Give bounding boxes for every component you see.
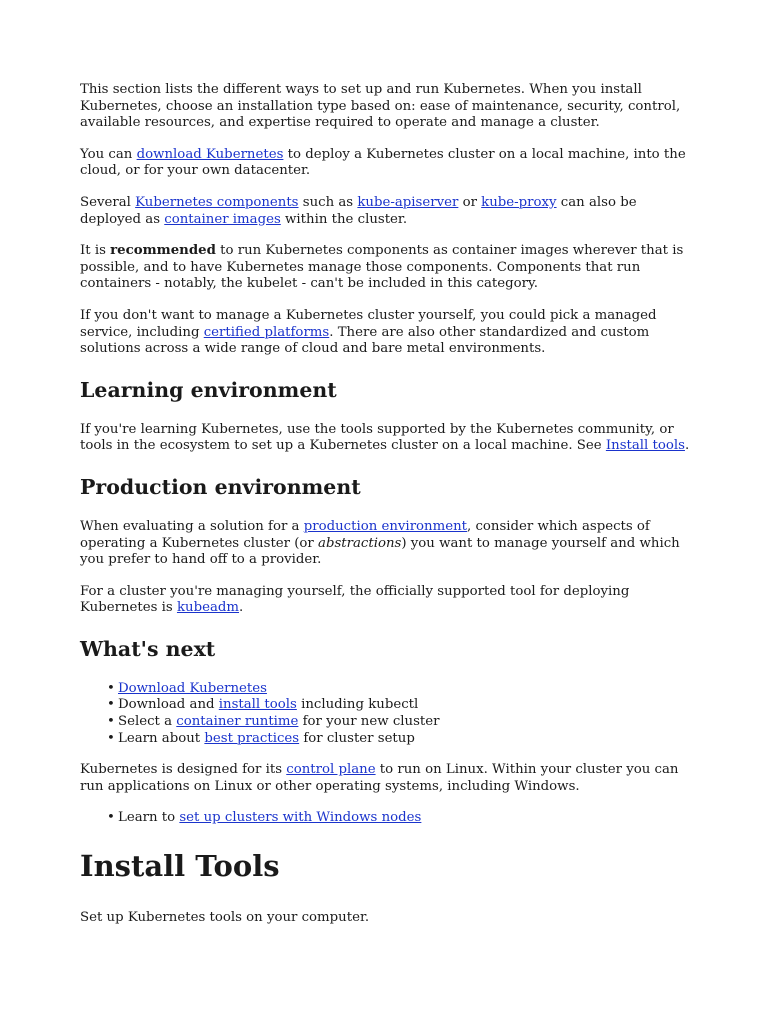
windows-list — [80, 810, 690, 827]
whats-next-list — [80, 681, 690, 747]
container-images-link[interactable]: container images — [164, 211, 281, 227]
text-span: Kubernetes is designed for its — [80, 762, 287, 778]
text-span: such as — [298, 194, 358, 210]
control-plane-link[interactable]: control plane — [286, 762, 376, 778]
text-span: can also be deployed as — [80, 194, 637, 227]
learning-paragraph — [80, 422, 690, 455]
text-span: It is — [80, 243, 111, 259]
kube-apiserver-link[interactable]: kube-apiserver — [357, 194, 459, 210]
bullet-icon: • — [107, 730, 115, 746]
bullet-icon: • — [107, 810, 115, 826]
bullet-icon: • — [107, 697, 115, 713]
download-kubernetes-link[interactable]: download Kubernetes — [136, 146, 284, 162]
list-item — [107, 810, 690, 827]
text-span: Select a — [118, 714, 177, 730]
text-span: including kubectl — [296, 697, 419, 713]
text-span: Download and — [118, 697, 219, 713]
bullet-icon: • — [107, 714, 115, 730]
production-paragraph-2 — [80, 584, 690, 617]
list-item — [107, 731, 690, 748]
production-environment-link[interactable]: production environment — [303, 518, 467, 534]
intro-paragraph-5 — [80, 308, 690, 358]
text-span: to deploy a Kubernetes cluster on a local machine, into the cloud, or for your own datacenter. — [80, 146, 686, 179]
intro-paragraph-4 — [80, 243, 690, 293]
production-paragraph-1 — [80, 519, 690, 569]
kubernetes-components-link[interactable]: Kubernetes components — [135, 194, 299, 210]
learning-environment-heading: Learning environment — [80, 377, 337, 402]
text-span: If you don't want to manage a Kubernetes cluster yourself, you could pick a managed service, including — [80, 307, 657, 340]
text-span: to run on Linux. Within your cluster you can run applications on Linux or other operating systems, including Windows. — [80, 762, 679, 794]
container-runtime-link[interactable]: container runtime — [176, 714, 299, 730]
certified-platforms-link[interactable]: certified platforms — [203, 324, 330, 340]
text-span: to run Kubernetes components as container images wherever that is possible, and to have Kubernetes manage those components. Components that run containers - notably, the kubelet - can't be included in this category. — [80, 243, 684, 292]
text-span: within the cluster. — [280, 211, 408, 227]
install-tools-paragraph: Set up Kubernetes tools on your computer. — [80, 910, 370, 926]
text-span: . — [684, 438, 690, 454]
list-item — [107, 697, 690, 714]
install-tools-heading: Install Tools — [80, 849, 280, 884]
best-practices-link[interactable]: best practices — [204, 730, 300, 746]
text-span: You can — [80, 146, 137, 162]
text-span: ) you want to manage yourself and which you prefer to hand off to a provider. — [80, 535, 680, 568]
text-span: Learn about — [118, 730, 205, 746]
text-span: . There are also other standardized and custom solutions across a wide range of cloud and bare metal environments. — [80, 324, 650, 357]
windows-nodes-link[interactable]: set up clusters with Windows nodes — [179, 810, 422, 826]
download-kubernetes-list-link[interactable]: Download Kubernetes — [118, 680, 267, 696]
intro-text: This section lists the different ways to set up and run Kubernetes. When you install Kubernetes, choose an installation type based on: ease of maintenance, security, control, available resources, and expertise required to operate and manage a cluster. — [80, 82, 681, 131]
text-span: For a cluster you're managing yourself, the officially supported tool for deploying Kubernetes is — [80, 583, 630, 616]
control-plane-paragraph — [80, 762, 690, 795]
text-span: for your new cluster — [298, 714, 440, 730]
production-environment-heading: Production environment — [80, 474, 361, 499]
list-item — [107, 681, 690, 698]
text-span: If you're learning Kubernetes, use the tools supported by the Kubernetes community, or tools in the ecosystem to set up a Kubernetes cluster on a local machine. See — [80, 421, 674, 454]
bullet-icon: • — [107, 680, 115, 696]
text-span: , consider which aspects of operating a Kubernetes cluster (or — [80, 518, 650, 551]
text-span: Several — [80, 194, 136, 210]
abstractions-emphasis: abstractions — [318, 535, 402, 551]
text-span: or — [458, 194, 482, 210]
whats-next-heading: What's next — [80, 636, 216, 661]
intro-paragraph-3 — [80, 195, 690, 228]
install-tools-link[interactable]: Install tools — [605, 438, 685, 454]
kube-proxy-link[interactable]: kube-proxy — [481, 194, 557, 210]
text-span: . — [239, 600, 244, 616]
text-span: for cluster setup — [299, 730, 415, 746]
recommended-emphasis: recommended — [110, 243, 216, 259]
list-item — [107, 714, 690, 731]
document-page — [80, 82, 690, 942]
kubeadm-link[interactable]: kubeadm — [176, 600, 240, 616]
text-span: When evaluating a solution for a — [80, 518, 304, 534]
intro-paragraph-2 — [80, 147, 690, 180]
intro-paragraph-1 — [80, 82, 690, 132]
install-tools-list-link[interactable]: install tools — [218, 697, 297, 713]
text-span: Learn to — [118, 810, 180, 826]
